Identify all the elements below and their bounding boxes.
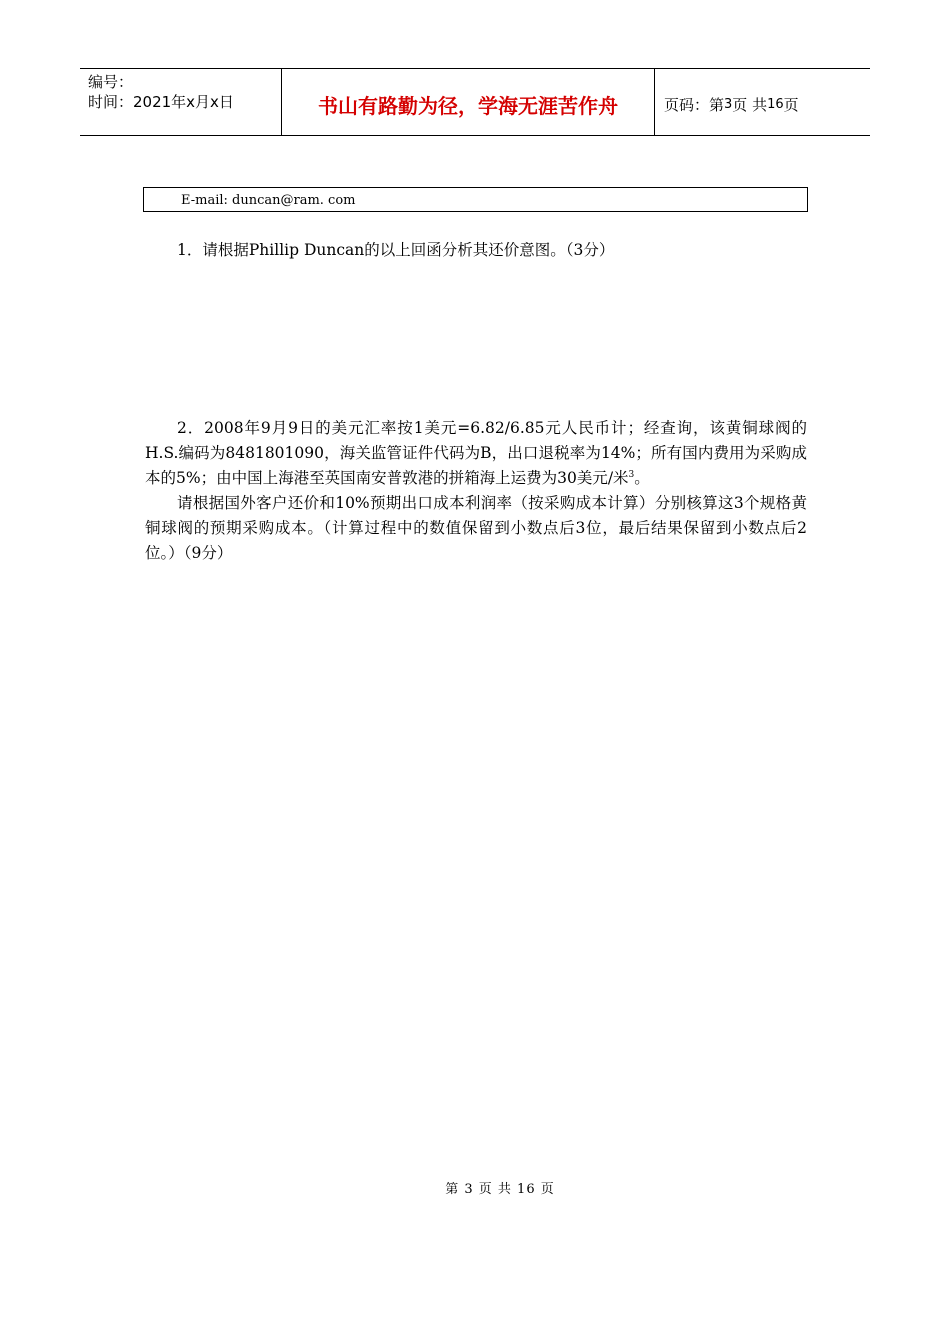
question-2-end: 。 bbox=[634, 469, 650, 487]
question-2-main: 2．2008年9月9日的美元汇率按1美元=6.82/6.85元人民币计；经查询，该黄铜球阀的H.S.编码为8481801090，海关监管证件代码为B，出口退税率为14%；所有国内费用为采购成本的5%；由中国上海港至英国南安普敦港的拼箱海上运费为30美元/米 bbox=[145, 419, 807, 487]
header-motto: 书山有路勤为径，学海无涯苦作舟 bbox=[282, 69, 655, 135]
page-total: 16 bbox=[767, 96, 784, 112]
header-meta-cell bbox=[80, 69, 282, 135]
page-label-prefix: 页码：第 bbox=[664, 95, 725, 114]
question-2-superscript: 3 bbox=[628, 469, 635, 480]
document-number-label: 编号： bbox=[88, 73, 134, 91]
header-page-info bbox=[655, 69, 870, 135]
page-label-suffix: 页 bbox=[783, 95, 799, 114]
document-time-label: 时间：2021年x月x日 bbox=[88, 93, 234, 111]
email-text: E-mail: duncan@ram. com bbox=[181, 193, 356, 208]
page-current: 3 bbox=[724, 96, 733, 112]
email-box bbox=[143, 187, 808, 212]
question-2-instruction: 请根据国外客户还价和10%预期出口成本利润率（按采购成本计算）分别核算这3个规格黄铜球阀的预期采购成本。（计算过程中的数值保留到小数点后3位，最后结果保留到小数点后2位。）（9分） bbox=[145, 494, 807, 562]
page-label-mid: 页 共 bbox=[732, 95, 768, 114]
page-footer: 第 3 页 共 16 页 bbox=[445, 1182, 555, 1197]
document-header bbox=[80, 68, 870, 136]
question-2 bbox=[145, 416, 807, 491]
question-1: 1．请根据Phillip Duncan的以上回函分析其还价意图。（3分） bbox=[177, 241, 615, 259]
